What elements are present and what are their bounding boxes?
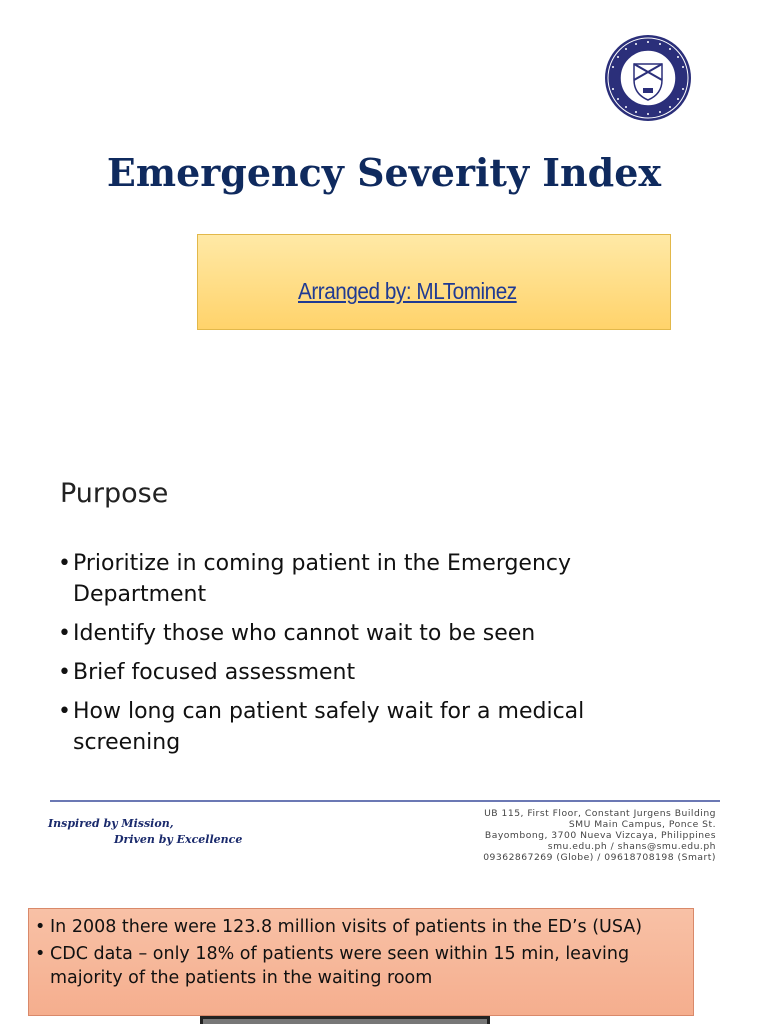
list-item (58, 696, 698, 758)
bullet-icon: • (58, 551, 71, 576)
cropped-image-frame (200, 1016, 490, 1024)
bullet-icon: • (35, 917, 46, 937)
bullet-icon: • (58, 699, 71, 724)
bullet-icon: • (58, 660, 71, 685)
list-item (58, 657, 698, 688)
address-phone-line: 09362867269 (Globe) / 09618708198 (Smart) (483, 852, 716, 863)
tagline-line-2: Driven by Excellence (114, 833, 243, 846)
bullet-icon: • (35, 944, 46, 964)
bullet-text: Brief focused assessment (73, 660, 356, 685)
footer-address (483, 808, 716, 863)
university-seal-logo (604, 34, 692, 122)
address-email-line[interactable]: smu.edu.ph / shans@smu.edu.ph (547, 841, 716, 852)
purpose-bullet-list (58, 548, 698, 766)
arranged-by-box (197, 234, 671, 330)
list-item (35, 915, 693, 939)
footer-tagline (48, 816, 242, 848)
address-line: Bayombong, 3700 Nueva Vizcaya, Philippines (484, 830, 716, 841)
arranged-by-link[interactable]: Arranged by: MLTominez (298, 278, 517, 304)
bullet-icon: • (58, 621, 71, 646)
list-item (58, 548, 698, 610)
address-line: UB 115, First Floor, Constant Jurgens Building (484, 808, 716, 819)
address-line: SMU Main Campus, Ponce St. (568, 819, 716, 830)
bullet-text: Identify those who cannot wait to be seen (73, 621, 536, 646)
bullet-text: In 2008 there were 123.8 million visits of patients in the ED’s (USA) (50, 917, 643, 937)
list-item (35, 942, 693, 990)
footer-divider (50, 800, 720, 802)
list-item (58, 618, 698, 649)
bullet-text: How long can patient safely wait for a medical screening (73, 699, 585, 755)
bullet-text: CDC data – only 18% of patients were seen within 15 min, leaving majority of the patients in the waiting room (50, 944, 630, 988)
page-title: Emergency Severity Index (106, 150, 662, 195)
stats-callout-box (28, 908, 694, 1016)
purpose-heading: Purpose (60, 478, 169, 509)
bullet-text: Prioritize in coming patient in the Emergency Department (73, 551, 572, 607)
stats-bullet-list (29, 909, 693, 990)
tagline-line-1: Inspired by Mission, (48, 817, 174, 830)
